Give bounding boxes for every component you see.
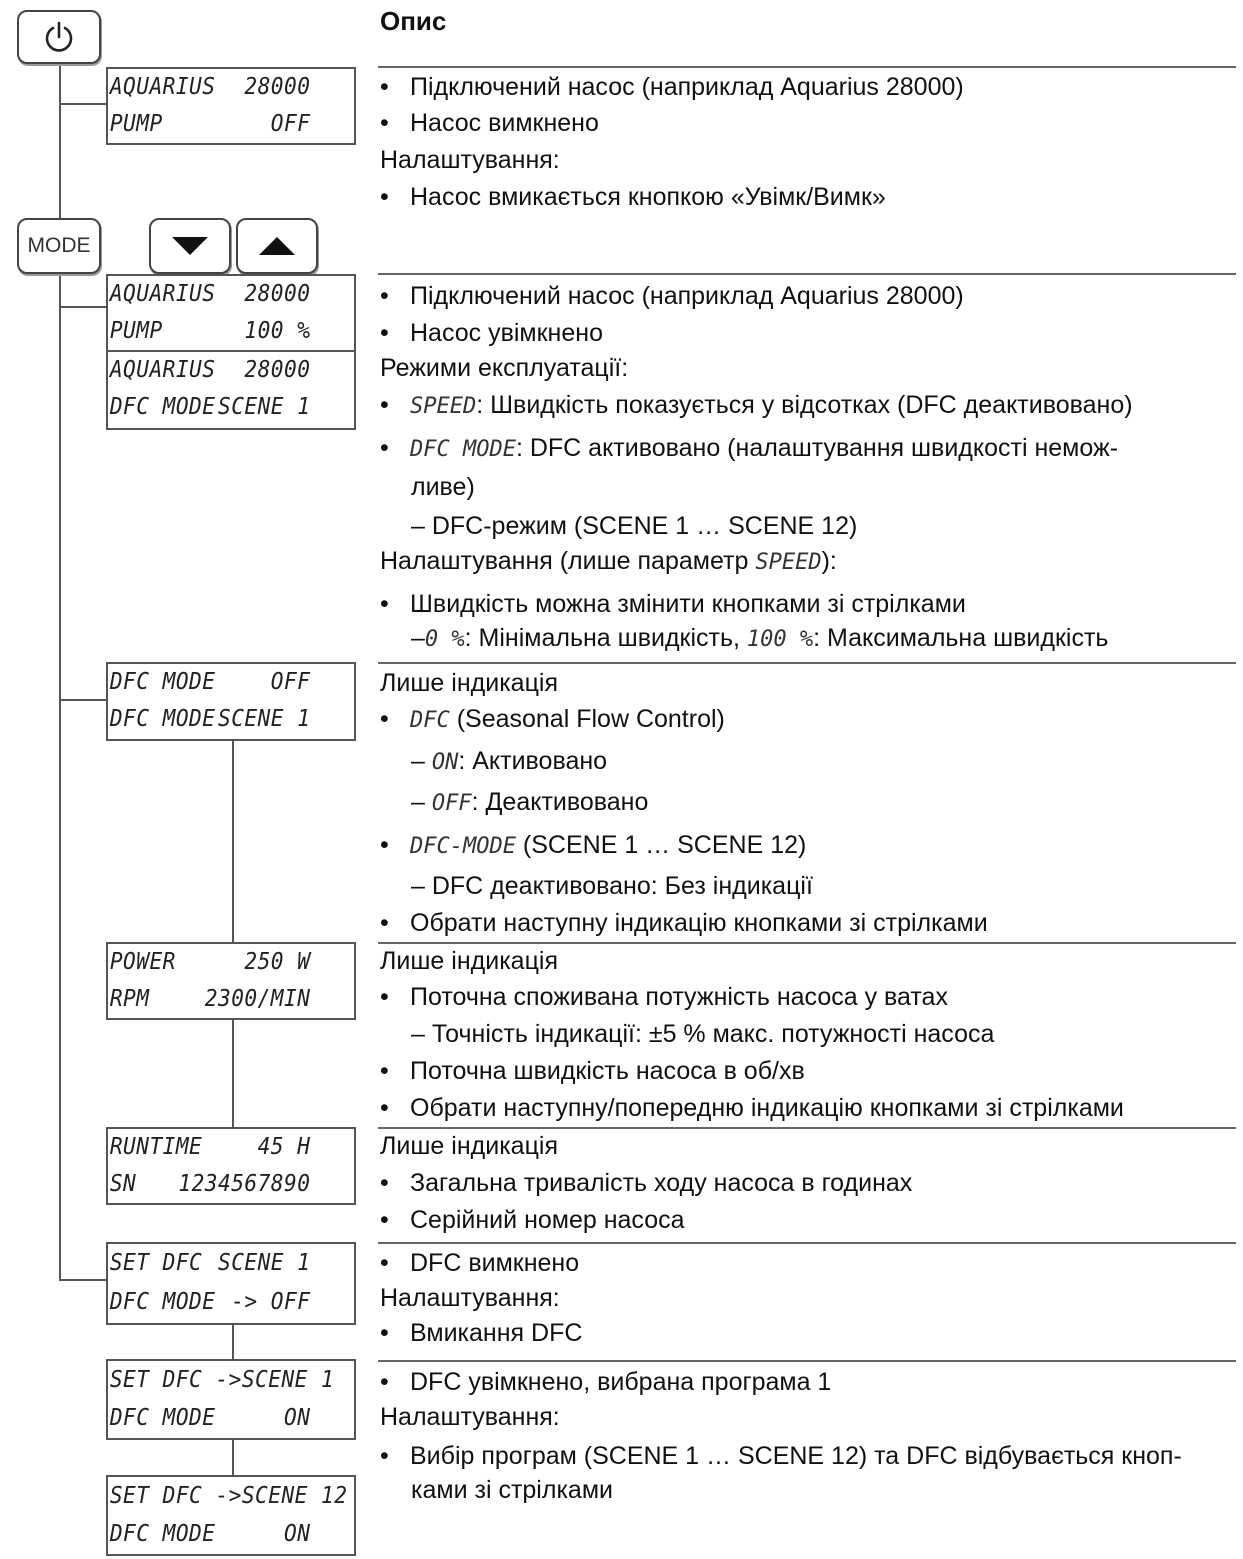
list-item: • Загальна тривалість ходу насоса в годинах bbox=[380, 1166, 912, 1200]
section-heading: Режими експлуатації: bbox=[380, 354, 629, 382]
down-button[interactable] bbox=[149, 218, 231, 274]
section-divider bbox=[378, 1242, 1236, 1244]
list-item: • DFC-MODE (SCENE 1 … SCENE 12) bbox=[380, 828, 806, 864]
tree-line-sub-2 bbox=[232, 1018, 234, 1128]
list-item: • Підключений насос (наприклад Aquarius 28000) bbox=[380, 279, 964, 313]
lcd-text: 2300/MIN bbox=[204, 986, 311, 1012]
section-divider bbox=[378, 273, 1236, 275]
lcd-text: SN bbox=[109, 1171, 137, 1197]
lcd-code: SPEED bbox=[410, 394, 477, 419]
tree-line-sub-1 bbox=[232, 740, 234, 943]
sub-item: –0 %: Мінімальна швидкість, 100 %: Максимальна швидкість bbox=[411, 624, 1109, 652]
lcd-text: 28000 bbox=[244, 281, 311, 307]
section-heading: Лише індикація bbox=[380, 947, 558, 975]
list-item: • SPEED: Швидкість показується у відсотках (DFC деактивовано) bbox=[380, 388, 1133, 424]
sub-item: – DFC деактивовано: Без індикації bbox=[411, 872, 813, 900]
tree-line-branch-4 bbox=[59, 1279, 107, 1281]
sub-item: – ON: Активовано bbox=[411, 747, 608, 775]
lcd-code: ON bbox=[431, 750, 459, 775]
section-heading: Налаштування: bbox=[380, 1284, 560, 1312]
lcd-display-power bbox=[106, 942, 356, 1020]
lcd-text: 28000 bbox=[244, 74, 311, 100]
lcd-text: AQUARIUS bbox=[109, 357, 216, 383]
list-item: • Вмикання DFC bbox=[380, 1316, 582, 1350]
list-item: • DFC увімкнено, вибрана програма 1 bbox=[380, 1365, 831, 1399]
list-item: • Вибір програм (SCENE 1 … SCENE 12) та DFC відбувається кноп- bbox=[380, 1439, 1182, 1473]
list-item: • DFC вимкнено bbox=[380, 1246, 579, 1280]
lcd-text: AQUARIUS bbox=[109, 74, 216, 100]
section-divider bbox=[378, 662, 1236, 664]
section-heading: Лише індикація bbox=[380, 1132, 558, 1160]
tree-line-branch-2 bbox=[59, 306, 107, 308]
list-item-continuation: ливе) bbox=[411, 473, 475, 501]
lcd-code: 0 % bbox=[424, 627, 465, 652]
lcd-display-set-dfc-scene1 bbox=[106, 1359, 356, 1440]
up-arrow-icon bbox=[257, 235, 297, 257]
section-divider bbox=[378, 1360, 1236, 1362]
lcd-text: PUMP bbox=[109, 318, 163, 344]
lcd-text: 28000 bbox=[244, 357, 311, 383]
tree-line-sub-3 bbox=[232, 1324, 234, 1361]
lcd-text: 100 % bbox=[244, 318, 311, 344]
power-button[interactable] bbox=[17, 10, 101, 64]
lcd-text: DFC MODE bbox=[109, 394, 216, 420]
lcd-display-pump-off bbox=[106, 67, 356, 145]
lcd-code: OFF bbox=[431, 791, 472, 816]
power-icon bbox=[42, 20, 76, 54]
lcd-text: DFC MODE bbox=[109, 706, 216, 732]
list-item: • Серійний номер насоса bbox=[380, 1203, 685, 1237]
lcd-text: 250 W bbox=[244, 949, 311, 975]
lcd-text: DFC MODE bbox=[109, 669, 216, 695]
lcd-text: 1234567890 bbox=[178, 1171, 311, 1197]
lcd-display-set-dfc-scene12 bbox=[106, 1475, 356, 1556]
sub-item: – DFC-режим (SCENE 1 … SCENE 12) bbox=[411, 512, 858, 540]
lcd-text: PUMP bbox=[109, 111, 163, 137]
list-item: • Швидкість можна змінити кнопками зі стрілками bbox=[380, 587, 966, 621]
lcd-code: SPEED bbox=[755, 550, 822, 575]
lcd-text: DFC MODE bbox=[109, 1405, 216, 1431]
lcd-text: RUNTIME bbox=[109, 1134, 203, 1160]
mode-button-label: MODE bbox=[27, 234, 91, 257]
lcd-display-set-dfc-off bbox=[106, 1242, 356, 1325]
lcd-text: RPM bbox=[109, 986, 150, 1012]
lcd-text: -> OFF bbox=[231, 1289, 311, 1315]
tree-line-branch-3 bbox=[59, 699, 107, 701]
down-arrow-icon bbox=[170, 235, 210, 257]
lcd-text: DFC MODE bbox=[109, 1289, 216, 1315]
mode-button[interactable] bbox=[17, 218, 101, 274]
lcd-text: SCENE 1 bbox=[217, 706, 311, 732]
lcd-text: ON bbox=[283, 1521, 311, 1547]
tree-line-sub-4 bbox=[232, 1439, 234, 1476]
section-heading: Налаштування (лише параметр SPEED): bbox=[380, 547, 837, 575]
tree-line-main bbox=[59, 270, 61, 1280]
tree-line-branch-1 bbox=[59, 103, 107, 105]
list-item: • Обрати наступну/попередню індикацію кнопками зі стрілками bbox=[380, 1091, 1124, 1125]
lcd-text: SCENE 1 bbox=[217, 1250, 311, 1276]
list-item: • Підключений насос (наприклад Aquarius 28000) bbox=[380, 70, 964, 104]
lcd-text: POWER bbox=[109, 949, 176, 975]
tree-line-main-top bbox=[59, 62, 61, 220]
lcd-code: 100 % bbox=[746, 627, 814, 652]
lcd-text: OFF bbox=[270, 669, 311, 695]
list-item: • DFC (Seasonal Flow Control) bbox=[380, 702, 725, 738]
description-title: Опис bbox=[380, 6, 447, 36]
sub-item: – Точність індикації: ±5 % макс. потужності насоса bbox=[411, 1020, 995, 1048]
lcd-text: SET DFC -> bbox=[109, 1367, 242, 1393]
lcd-text: AQUARIUS bbox=[109, 281, 216, 307]
lcd-text: SET DFC bbox=[109, 1250, 203, 1276]
lcd-text: DFC MODE bbox=[109, 1521, 216, 1547]
lcd-display-dfc-status bbox=[106, 662, 356, 741]
section-heading: Налаштування: bbox=[380, 146, 560, 174]
lcd-text: 45 H bbox=[257, 1134, 311, 1160]
section-heading: Лише індикація bbox=[380, 669, 558, 697]
list-item: • Насос увімкнено bbox=[380, 316, 603, 350]
lcd-text: OFF bbox=[270, 111, 311, 137]
lcd-code: DFC bbox=[410, 708, 450, 733]
lcd-display-runtime bbox=[106, 1127, 356, 1205]
lcd-code: DFC MODE bbox=[410, 437, 516, 462]
list-item: • DFC MODE: DFC активовано (налаштування швидкості немож- bbox=[380, 431, 1118, 467]
lcd-text: ON bbox=[283, 1405, 311, 1431]
lcd-text: SCENE 12 bbox=[241, 1483, 348, 1509]
lcd-display-dfc-mode bbox=[106, 350, 356, 430]
list-item: • Обрати наступну індикацію кнопками зі стрілками bbox=[380, 906, 988, 940]
list-item-continuation: ками зі стрілками bbox=[411, 1476, 613, 1504]
lcd-code: DFC-MODE bbox=[410, 834, 516, 859]
section-heading: Налаштування: bbox=[380, 1403, 560, 1431]
lcd-text: SET DFC -> bbox=[109, 1483, 242, 1509]
lcd-text: SCENE 1 bbox=[217, 394, 311, 420]
up-button[interactable] bbox=[236, 218, 318, 274]
list-item: • Насос вимкнено bbox=[380, 106, 599, 140]
list-item: • Поточна споживана потужність насоса у ватах bbox=[380, 980, 948, 1014]
list-item: • Насос вмикається кнопкою «Увімк/Вимк» bbox=[380, 180, 886, 214]
sub-item: – OFF: Деактивовано bbox=[411, 788, 649, 816]
lcd-text: SCENE 1 bbox=[241, 1367, 335, 1393]
lcd-display-pump-on bbox=[106, 274, 356, 352]
section-divider bbox=[378, 66, 1236, 68]
list-item: • Поточна швидкість насоса в об/хв bbox=[380, 1054, 805, 1088]
